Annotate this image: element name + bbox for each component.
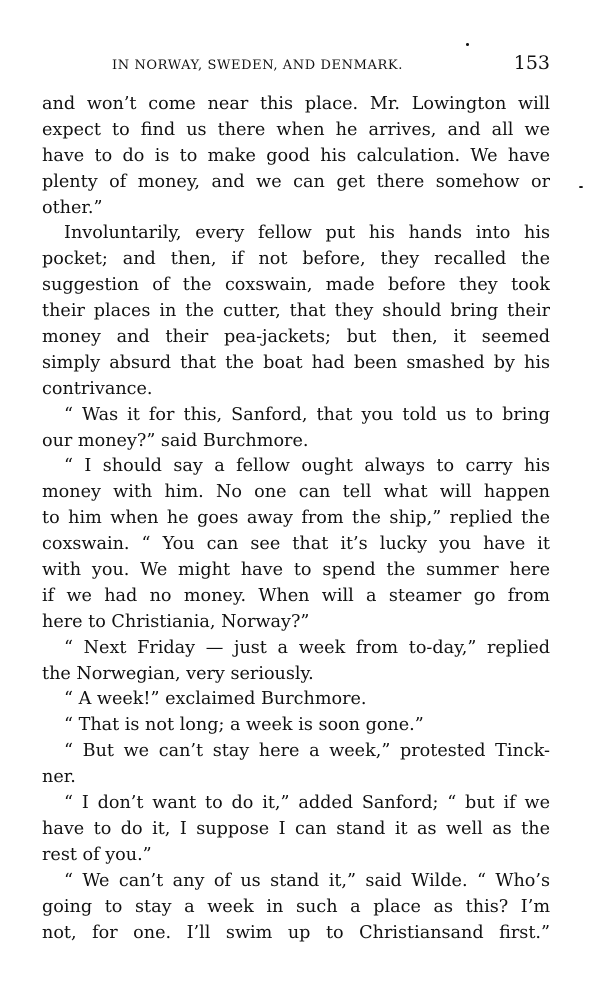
text-line: have to do is to make good his calculation. We have [42,145,550,166]
text-line: “ That is not long; a week is soon gone.” [64,715,424,736]
text-line: ner. [42,767,76,788]
text-line: have to do it, I suppose I can stand it as well as the [42,818,550,839]
page-header [42,52,550,80]
text-line: the Norwegian, very seriously. [42,663,314,684]
page-number: 153 [513,52,550,74]
text-line: “ I don’t want to do it,” added Sanford; “ but if we [64,793,550,814]
text-line: money with him. No one can tell what will happen [42,482,550,503]
text-line: rest of you.” [42,844,152,865]
text-line: our money?” said Burchmore. [42,430,309,451]
text-line: with you. We might have to spend the summer here [42,560,550,581]
text-line: if we had no money. When will a steamer go from [42,585,550,606]
text-line: not, for one. I’ll swim up to Christiansand first.” [42,922,550,943]
text-line: money and their pea-jackets; but then, it seemed [42,327,550,348]
text-line: “ We can’t any of us stand it,” said Wilde. “ Who’s [64,870,550,891]
text-line: here to Christiania, Norway?” [42,611,310,632]
text-line: other.” [42,197,103,218]
text-line: “ Was it for this, Sanford, that you told us to bring [64,404,550,425]
text-line: their places in the cutter, that they should bring their [42,301,550,322]
text-line: “ Next Friday — just a week from to-day,” replied [64,637,550,658]
print-speck [579,186,583,188]
text-line: pocket; and then, if not before, they recalled the [42,249,550,270]
text-line: simply absurd that the boat had been smashed by his [42,352,550,373]
body-text [42,92,550,946]
text-line: and won’t come near this place. Mr. Lowington will [42,94,550,114]
text-line: “ A week!” exclaimed Burchmore. [64,689,367,710]
text-line: Involuntarily, every fellow put his hands into his [64,223,550,244]
print-speck [466,43,469,46]
text-line: coxswain. “ You can see that it’s lucky you have it [42,534,550,555]
running-head: IN NORWAY, SWEDEN, AND DENMARK. [112,58,403,73]
text-line: “ But we can’t stay here a week,” protested Tinck- [64,741,550,762]
text-line: suggestion of the coxswain, made before they took [42,275,550,296]
text-line: “ I should say a fellow ought always to carry his [64,456,550,477]
text-line: expect to find us there when he arrives, and all we [42,119,550,140]
text-line: plenty of money, and we can get there somehow or [42,171,550,192]
text-line: to him when he goes away from the ship,” replied the [42,508,550,529]
text-line: going to stay a week in such a place as this? I’m [42,896,550,917]
text-line: contrivance. [42,378,153,399]
